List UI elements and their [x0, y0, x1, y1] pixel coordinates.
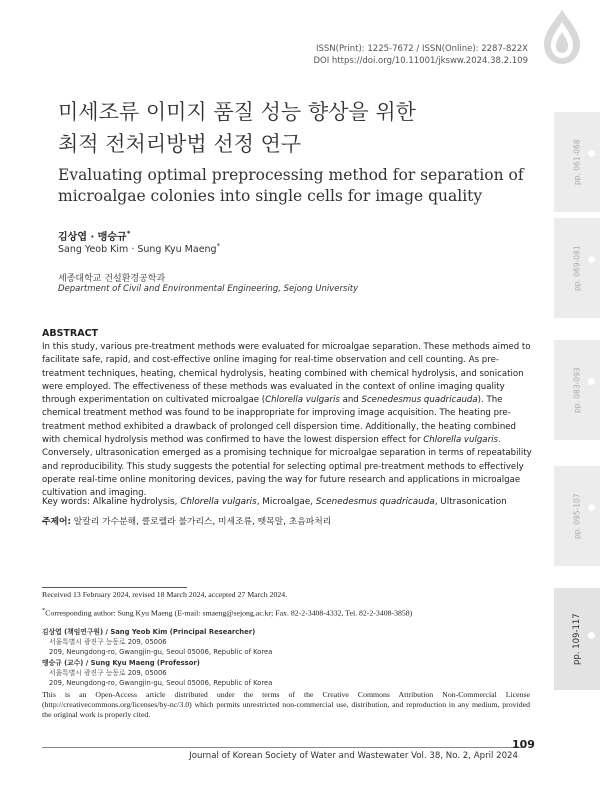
doi-line[interactable]: DOI https://doi.org/10.11001/jksww.2024.38.2.109 [313, 56, 528, 66]
side-tab-label: pp. 095-107 [572, 493, 582, 539]
license-text: This is an Open-Access article distributed under the terms of the Creative Commons Attribution Non-Commercial License (http://creativecommons.org/licenses/by-nc/3.0) which permits unrestricted non-commercial use, distribution, and reproduction in any medium, provided the original work is properly cited. [42, 690, 530, 719]
journal-citation: Journal of Korean Society of Water and Wastewater Vol. 38, No. 2, April 2024 [189, 751, 518, 761]
title-korean [58, 96, 528, 160]
authors-english: Sang Yeob Kim · Sung Kyu Maeng* [58, 242, 221, 256]
author2-address-en: 209, Neungdong-ro, Gwangjin-gu, Seoul 05006, Republic of Korea [49, 679, 273, 687]
title-english-line1: Evaluating optimal preprocessing method for separation of [58, 166, 524, 184]
author1-name: 김상엽 (책임연구원) / Sang Yeob Kim (Principal Researcher) [42, 628, 256, 636]
side-tab-label: pp. 109-117 [572, 613, 582, 665]
tab-dot-icon [588, 378, 595, 385]
side-tab-5-active[interactable] [554, 588, 600, 690]
author2-address-ko: 서울특별시 광진구 능동로 209, 05006 [49, 669, 167, 677]
side-tab-2[interactable] [554, 218, 600, 318]
author1-info [42, 627, 272, 657]
tab-dot-icon [588, 256, 595, 263]
affiliation-korean: 세종대학교 건설환경공학과 [58, 274, 166, 284]
side-tab-label: pp. 069-081 [572, 245, 582, 291]
title-english-line2: microalgae colonies into single cells for image quality [58, 187, 483, 205]
issn-line: ISSN(Print): 1225-7672 / ISSN(Online): 2287-822X [315, 44, 528, 54]
tab-dot-icon [588, 632, 595, 639]
abstract-heading: ABSTRACT [42, 328, 99, 339]
footer-divider [42, 747, 522, 748]
abstract-body: In this study, various pre-treatment methods were evaluated for microalgae separation. These methods aimed to facilitate safe, rapid, and cost-effective online imaging for real-time observation and cell counting. As pre-treatment techniques, heating, chemical hydrolysis, heating combined with chemical hydrolysis, and sonication were employed. The effectiveness of these methods was evaluated in the context of online imaging quality through experimentation on cultivated microalgae (Chlorella vulgaris and Scenedesmus quadricauda). The chemical treatment method was found to be inappropriate for improving image acquisition. The heating pre-treatment method exhibited a drawback of prolonged cell dispersion time. Additionally, the heating combined with chemical hydrolysis method was confirmed to have the lowest dispersion effect for Chlorella vulgaris. Conversely, ultrasonication emerged as a promising technique for microalgae separation in terms of repeatability and reproducibility. This study suggests the potential for selecting optimal pre-treatment methods to effectively operate real-time online monitoring devices, paving the way for future research and applications in microalgae cultivation and imaging. [42, 342, 532, 499]
side-tab-label: pp. 061-068 [572, 139, 582, 185]
side-tab-3[interactable] [554, 340, 600, 440]
title-english [58, 165, 538, 207]
tab-dot-icon [588, 150, 595, 157]
authors-korean: 김상엽 · 맹승규* [58, 229, 131, 243]
side-tab-label: pp. 083-093 [572, 367, 582, 413]
author1-address-en: 209, Neungdong-ro, Gwangjin-gu, Seoul 05006, Republic of Korea [49, 648, 273, 656]
title-korean-line1: 미세조류 이미지 품질 성능 향상을 위한 [58, 100, 416, 124]
author2-info [42, 658, 272, 688]
side-tab-1[interactable] [554, 112, 600, 212]
keywords-english: Key words: Alkaline hydrolysis, Chlorella vulgaris, Microalgae, Scenedesmus quadricauda, Ultrasonication [42, 497, 507, 507]
keywords-korean: 주제어: 알칼리 가수분해, 클로렐라 불가리스, 미세조류, 뗏목말, 초음파처리 [42, 517, 332, 527]
side-tab-4[interactable] [554, 466, 600, 566]
author2-name: 맹승규 (교수) / Sung Kyu Maeng (Professor) [42, 659, 200, 667]
tab-dot-icon [588, 504, 595, 511]
received-dates: Received 13 February 2024, revised 18 March 2024, accepted 27 March 2024. [42, 590, 288, 599]
journal-logo-icon [532, 6, 592, 66]
corresponding-author: *Corresponding author: Sung Kyu Maeng (E-mail: smaeng@sejong.ac.kr; Fax. 82-2-3408-4332, Tel. 82-2-3408-3858) [42, 607, 413, 618]
title-korean-line2: 최적 전처리방법 선정 연구 [58, 132, 302, 156]
author1-address-ko: 서울특별시 광진구 능동로 209, 05006 [49, 638, 167, 646]
affiliation-english: Department of Civil and Environmental Engineering, Sejong University [58, 284, 359, 294]
footnote-divider [42, 587, 187, 588]
page-number: 109 [512, 738, 535, 751]
